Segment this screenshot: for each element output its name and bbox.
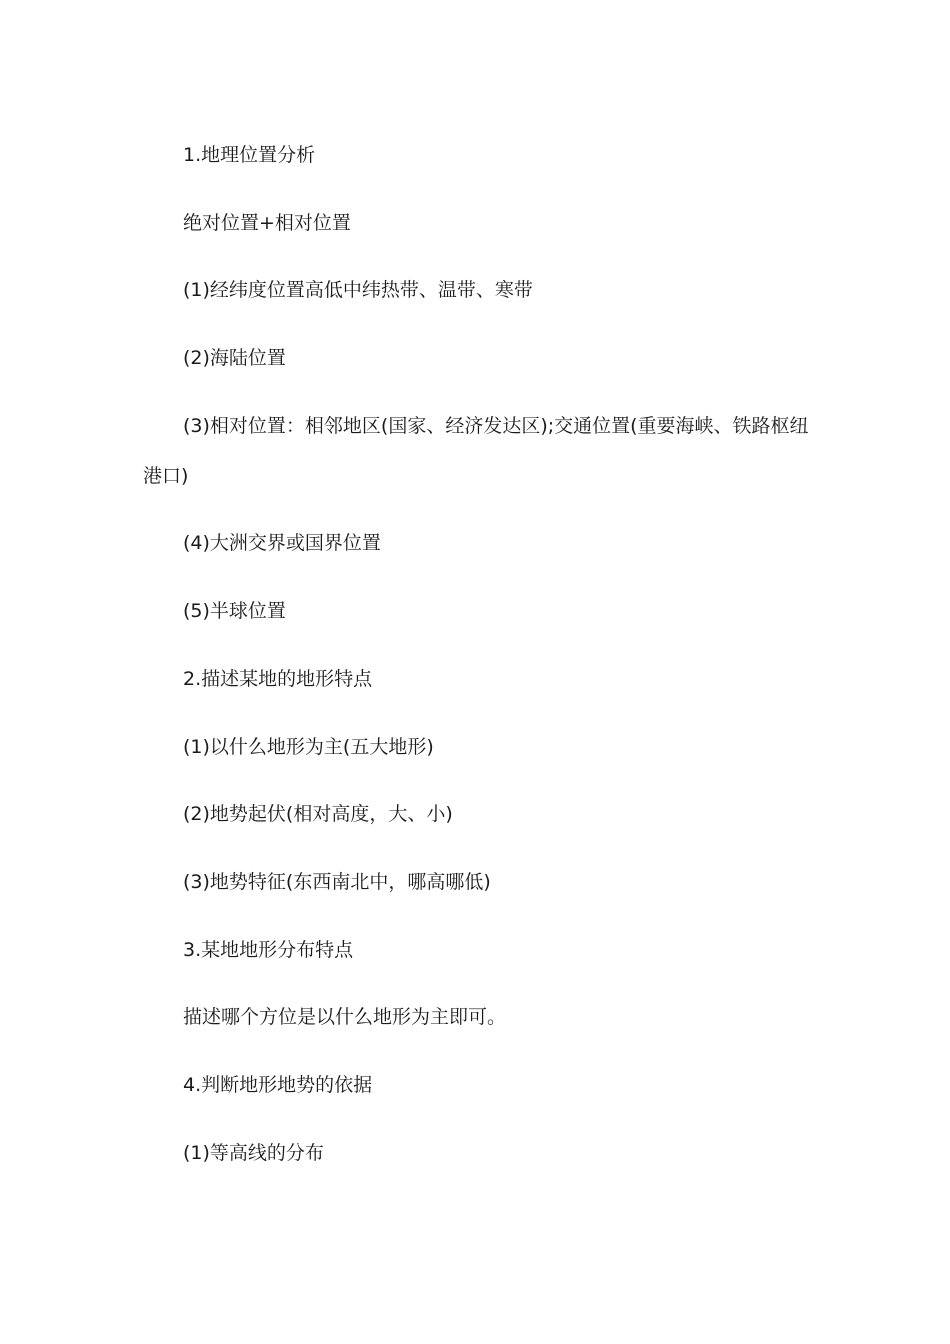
heading-terrain-basis: 4.判断地形地势的依据	[183, 1073, 373, 1096]
list-item-contour-lines: (1)等高线的分布	[183, 1141, 324, 1164]
list-item-latitude-longitude: (1)经纬度位置高低中纬热带、温带、寒带	[183, 279, 533, 302]
list-item-main-terrain: (1)以什么地形为主(五大地形)	[183, 735, 434, 758]
heading-terrain-distribution: 3.某地地形分布特点	[183, 938, 354, 961]
list-item-relief: (2)地势起伏(相对高度，大、小)	[183, 803, 453, 826]
list-item-terrain-trend: (3)地势特征(东西南北中，哪高哪低)	[183, 870, 491, 893]
paragraph-absolute-relative: 绝对位置+相对位置	[183, 211, 351, 234]
list-item-continent-border: (4)大洲交界或国界位置	[183, 532, 381, 555]
document-body	[143, 130, 811, 1195]
heading-terrain-features: 2.描述某地的地形特点	[183, 667, 373, 690]
list-item-land-sea: (2)海陆位置	[183, 347, 286, 370]
heading-geographic-location: 1.地理位置分析	[183, 144, 316, 166]
list-item-relative-location: (3)相对位置：相邻地区(国家、经济发达区);交通位置(重要海峡、铁路枢纽港口)	[143, 414, 809, 487]
paragraph-describe-direction: 描述哪个方位是以什么地形为主即可。	[183, 1006, 507, 1029]
list-item-hemisphere: (5)半球位置	[183, 600, 286, 623]
